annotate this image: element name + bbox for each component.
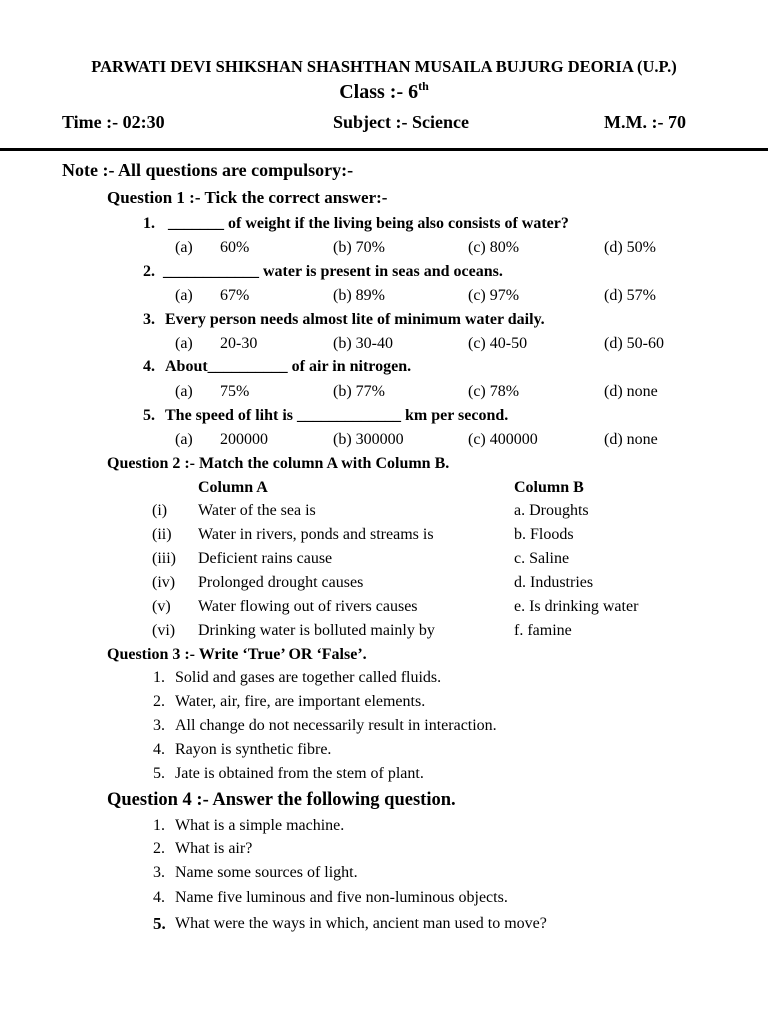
q4-item-number: 2. [153, 840, 165, 857]
question-3-title: Question 3 :- Write ‘True’ OR ‘False’. [107, 646, 367, 663]
q1-option-a-value: 20-30 [220, 335, 258, 352]
q1-item-number: 5. [143, 407, 155, 424]
q1-option-b: (b) 300000 [333, 431, 404, 448]
q3-item-text: Water, air, fire, are important elements. [175, 693, 426, 710]
match-row-column-b: a. Droughts [514, 502, 589, 519]
q1-option-d: (d) 57% [604, 287, 656, 304]
q4-item-number: 5. [153, 914, 166, 933]
q1-item-number: 1. [143, 215, 155, 232]
match-row-number: (vi) [152, 622, 176, 639]
match-row-column-a: Water flowing out of rivers causes [198, 598, 418, 615]
q1-option-a: (a) [175, 335, 193, 352]
match-row-column-b: e. Is drinking water [514, 598, 639, 615]
exam-time: Time :- 02:30 [62, 112, 165, 132]
class-label: Class :- 6 [339, 81, 419, 103]
q1-item-text: About__________ of air in nitrogen. [165, 358, 412, 375]
q1-option-a: (a) [175, 287, 193, 304]
q1-option-d: (d) none [604, 431, 658, 448]
q1-item-text: The speed of liht is _____________ km per second. [165, 407, 509, 424]
match-row-column-b: c. Saline [514, 550, 570, 567]
match-row-number: (v) [152, 598, 171, 615]
q4-item-text: Name some sources of light. [175, 864, 358, 881]
match-row-number: (ii) [152, 526, 172, 543]
q1-option-a-value: 200000 [220, 431, 268, 448]
match-row-column-b: f. famine [514, 622, 572, 639]
q1-option-c: (c) 78% [468, 383, 520, 400]
q1-item-number: 4. [143, 358, 155, 375]
match-row-column-b: b. Floods [514, 526, 574, 543]
q4-item-text: What is a simple machine. [175, 817, 345, 834]
q4-item-number: 1. [153, 817, 165, 834]
exam-subject: Subject :- Science [333, 112, 469, 132]
q3-item-text: Solid and gases are together called fluids. [175, 669, 442, 686]
q1-option-b: (b) 89% [333, 287, 385, 304]
q3-item-number: 2. [153, 693, 165, 710]
class-superscript: th [418, 79, 429, 93]
q1-item-number: 3. [143, 311, 155, 328]
q1-option-c: (c) 97% [468, 287, 520, 304]
q1-option-b: (b) 70% [333, 239, 385, 256]
q4-item-text: What is air? [175, 840, 253, 857]
q1-option-a: (a) [175, 383, 193, 400]
match-row-column-a: Drinking water is bolluted mainly by [198, 622, 435, 639]
q3-item-number: 4. [153, 741, 165, 758]
match-row-number: (iv) [152, 574, 176, 591]
class-title [0, 81, 768, 104]
q1-item-number: 2. [143, 263, 155, 280]
q1-option-b: (b) 77% [333, 383, 385, 400]
q3-item-text: All change do not necessarily result in interaction. [175, 717, 497, 734]
q3-item-number: 1. [153, 669, 165, 686]
q1-option-a-value: 60% [220, 239, 250, 256]
q4-item-text: What were the ways in which, ancient man used to move? [175, 915, 547, 932]
q4-item-number: 4. [153, 889, 165, 906]
column-b-header: Column B [514, 479, 584, 496]
match-row-number: (iii) [152, 550, 176, 567]
match-row-column-a: Deficient rains cause [198, 550, 333, 567]
question-1-title: Question 1 :- Tick the correct answer:- [107, 188, 388, 207]
match-row-column-a: Water of the sea is [198, 502, 316, 519]
max-marks: M.M. :- 70 [604, 112, 686, 132]
q1-option-a: (a) [175, 239, 193, 256]
q1-item-text: Every person needs almost lite of minimum water daily. [165, 311, 545, 328]
q1-option-a: (a) [175, 431, 193, 448]
question-4-title: Question 4 :- Answer the following question. [107, 790, 456, 810]
q3-item-text: Rayon is synthetic fibre. [175, 741, 332, 758]
q3-item-number: 5. [153, 765, 165, 782]
match-row-column-a: Water in rivers, ponds and streams is [198, 526, 434, 543]
q1-option-c: (c) 40-50 [468, 335, 528, 352]
q1-option-c: (c) 80% [468, 239, 520, 256]
header-divider [0, 148, 768, 151]
q1-option-a-value: 67% [220, 287, 250, 304]
column-a-header: Column A [198, 479, 268, 496]
q1-option-a-value: 75% [220, 383, 250, 400]
school-name: PARWATI DEVI SHIKSHAN SHASHTHAN MUSAILA BUJURG DEORIA (U.P.) [91, 57, 677, 76]
q1-option-d: (d) 50% [604, 239, 656, 256]
q3-item-number: 3. [153, 717, 165, 734]
q1-option-d: (d) none [604, 383, 658, 400]
match-row-column-a: Prolonged drought causes [198, 574, 364, 591]
q4-item-text: Name five luminous and five non-luminous objects. [175, 889, 508, 906]
q1-item-text: _______ of weight if the living being also consists of water? [168, 215, 569, 232]
question-2-title: Question 2 :- Match the column A with Column B. [107, 455, 450, 472]
q1-item-text: ____________ water is present in seas and oceans. [163, 263, 503, 280]
q4-item-number: 3. [153, 864, 165, 881]
q1-option-c: (c) 400000 [468, 431, 538, 448]
q1-option-d: (d) 50-60 [604, 335, 664, 352]
match-row-column-b: d. Industries [514, 574, 594, 591]
match-row-number: (i) [152, 502, 168, 519]
note: Note :- All questions are compulsory:- [62, 160, 354, 180]
q1-option-b: (b) 30-40 [333, 335, 393, 352]
q3-item-text: Jate is obtained from the stem of plant. [175, 765, 424, 782]
